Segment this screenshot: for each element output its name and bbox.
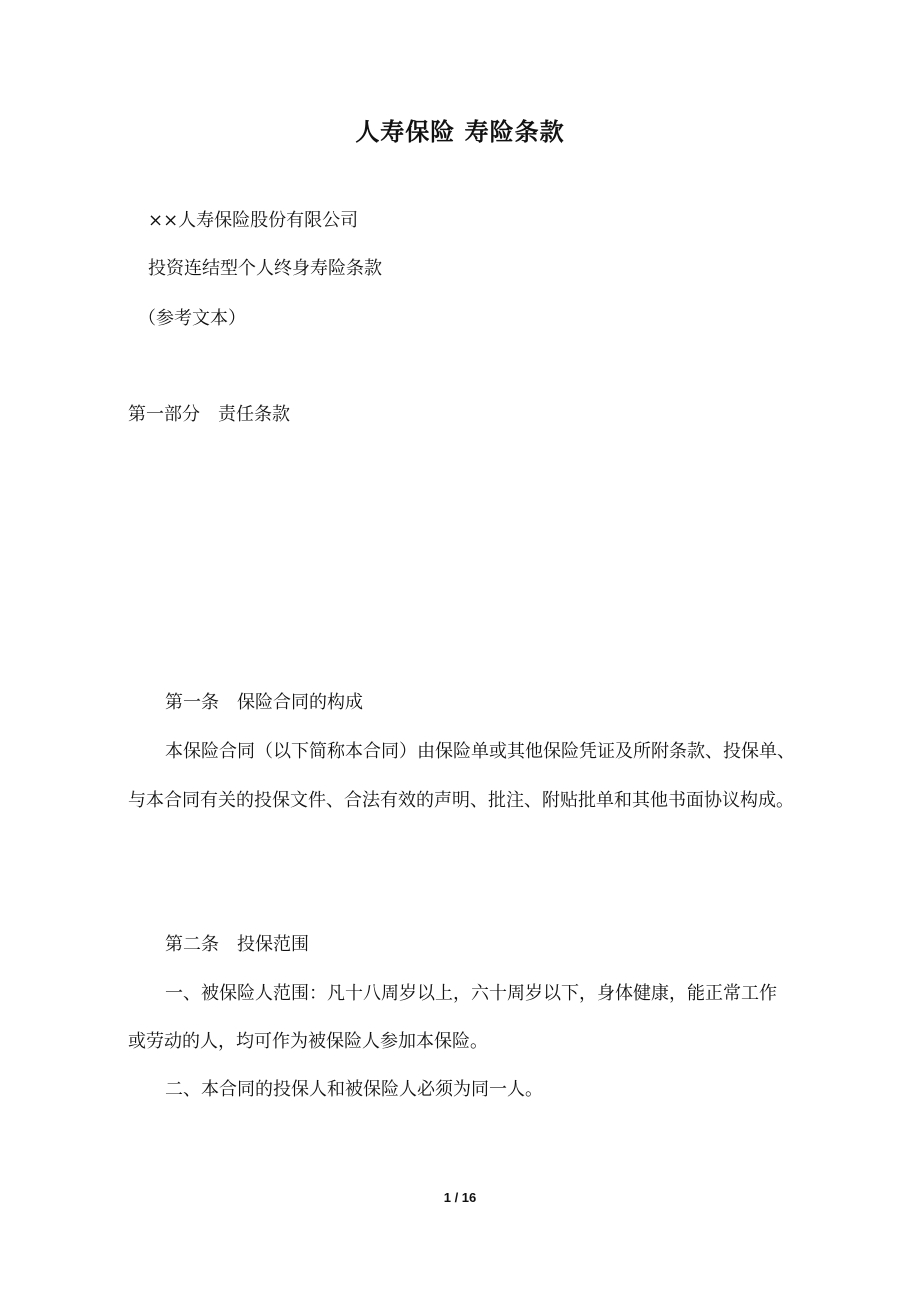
reference-note: （参考文本） — [138, 308, 246, 329]
clause-name: 投资连结型个人终身寿险条款 — [148, 258, 382, 279]
article-2-heading: 第二条 投保范围 — [165, 934, 309, 955]
article-1-heading: 第一条 保险合同的构成 — [165, 692, 363, 713]
article-2-item-1-line-2: 或劳动的人，均可作为被保险人参加本保险。 — [128, 1031, 488, 1052]
part-heading: 第一部分 责任条款 — [128, 404, 290, 425]
article-2-item-1-line-1: 一、被保险人范围：凡十八周岁以上，六十周岁以下，身体健康，能正常工作 — [165, 983, 777, 1004]
document-title: 人寿保险 寿险条款 — [355, 118, 565, 146]
article-2-item-2: 二、本合同的投保人和被保险人必须为同一人。 — [165, 1079, 543, 1100]
page-number: 1 / 16 — [443, 1190, 477, 1205]
article-1-paragraph-line-1: 本保险合同（以下简称本合同）由保险单或其他保险凭证及所附条款、投保单、 — [165, 741, 795, 762]
article-1-paragraph-line-2: 与本合同有关的投保文件、合法有效的声明、批注、附贴批单和其他书面协议构成。 — [128, 790, 794, 811]
company-name: ××人寿保险股份有限公司 — [148, 210, 359, 231]
